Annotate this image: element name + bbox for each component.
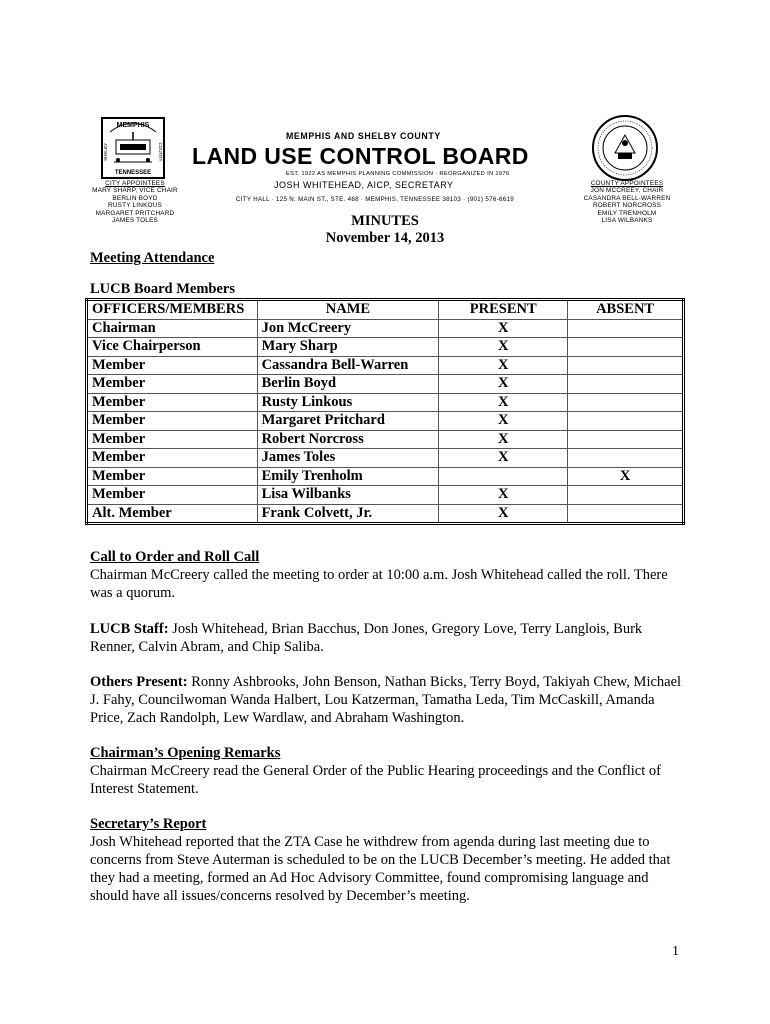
absent-cell (568, 449, 684, 468)
absent-cell: X (568, 467, 684, 486)
table-row (87, 412, 684, 431)
present-cell: X (439, 319, 568, 338)
table-header-row (87, 300, 684, 320)
table-row (87, 375, 684, 394)
present-cell: X (439, 412, 568, 431)
role-cell: Member (87, 375, 258, 394)
table-row (87, 319, 684, 338)
name-cell: Jon McCreery (257, 319, 439, 338)
present-cell: X (439, 504, 568, 524)
name-cell: Emily Trenholm (257, 467, 439, 486)
city-seal-top-text: MEMPHIS (116, 122, 150, 129)
county-appointee: LISA WILBANKS (601, 217, 653, 225)
city-seal-left-text: SHELBY (103, 143, 108, 161)
table-row (87, 430, 684, 449)
attendance-table (85, 298, 685, 525)
attendance-heading (90, 249, 690, 267)
present-cell: X (439, 449, 568, 468)
county-seal-icon (590, 113, 660, 183)
present-cell: X (439, 486, 568, 505)
city-appointee: BERLIN BOYD (112, 194, 158, 202)
present-cell: X (439, 393, 568, 412)
absent-cell (568, 338, 684, 357)
column-header: OFFICERS/MEMBERS (87, 300, 258, 320)
absent-cell (568, 393, 684, 412)
minutes-date: November 14, 2013 (325, 230, 445, 246)
call-to-order-text: Chairman McCreery called the meeting to order at 10:00 a.m. Josh Whitehead called the roll. There was a quorum. (90, 567, 668, 601)
county-appointee: CASANDRA BELL-WARREN (583, 194, 671, 202)
role-cell: Member (87, 356, 258, 375)
county-appointees-heading: COUNTY APPOINTEES (590, 180, 664, 187)
absent-cell (568, 430, 684, 449)
letterhead-address: CITY HALL · 125 N. MAIN ST., STE. 468 · MEMPHIS, TENNESSEE 38103 · (901) 576-6619 (236, 196, 514, 203)
county-appointee: ROBERT NORCROSS (592, 202, 662, 210)
present-cell: X (439, 430, 568, 449)
opening-remarks-text: Chairman McCreery read the General Order of the Public Hearing proceedings and the Conflict of Interest Statement. (90, 763, 661, 797)
minutes-title: MINUTES (351, 213, 419, 229)
present-cell: X (439, 338, 568, 357)
city-appointee: JAMES TOLES (111, 217, 158, 225)
name-cell: Mary Sharp (257, 338, 439, 357)
city-seal-icon (98, 112, 168, 182)
absent-cell (568, 319, 684, 338)
table-row (87, 338, 684, 357)
name-cell: Rusty Linkous (257, 393, 439, 412)
column-header: NAME (257, 300, 439, 320)
page-number: 1 (672, 944, 679, 959)
name-cell: James Toles (257, 449, 439, 468)
name-cell: Cassandra Bell-Warren (257, 356, 439, 375)
present-cell: X (439, 356, 568, 375)
role-cell: Vice Chairperson (87, 338, 258, 357)
minutes-heading (0, 213, 770, 247)
letterhead-title: LAND USE CONTROL BOARD (192, 143, 529, 169)
secretary-report-heading: Secretary’s Report (90, 816, 207, 832)
city-appointee: MARGARET PRITCHARD (95, 209, 175, 217)
others-present-text: Ronny Ashbrooks, John Benson, Nathan Bicks, Terry Boyd, Takiyah Chew, Michael J. Fahy, Councilwoman Wanda Halbert, Lou Katzerman, Tamatha Leda, Tim McCaskill, Amanda Price, Zach Randolph, Lew Wardlaw, and Abraham Washington. (90, 674, 682, 726)
role-cell: Member (87, 486, 258, 505)
absent-cell (568, 412, 684, 431)
absent-cell (568, 504, 684, 524)
letterhead-established: EST. 1922 AS MEMPHIS PLANNING COMMISSION · REORGANIZED IN 1976 (286, 171, 510, 177)
opening-remarks-section (90, 744, 690, 798)
secretary-report-text: Josh Whitehead reported that the ZTA Case he withdrew from agenda during last meeting due to concerns from Steve Auterman is scheduled to be on the LUCB December’s meeting. He added that they had a meeting, formed an Ad Hoc Advisory Committee, found compromising language and should have all issues/concerns resolved by December’s meeting. (90, 834, 671, 904)
secretary-report-section (90, 815, 690, 905)
county-appointee: JON MCCREEY, CHAIR (590, 187, 664, 195)
role-cell: Member (87, 467, 258, 486)
absent-cell (568, 356, 684, 375)
column-header: ABSENT (568, 300, 684, 320)
role-cell: Member (87, 412, 258, 431)
city-appointee: RUSTY LINKOUS (108, 202, 162, 210)
name-cell: Berlin Boyd (257, 375, 439, 394)
role-cell: Chairman (87, 319, 258, 338)
letterhead-secretary: JOSH WHITEHEAD, AICP, SECRETARY (274, 180, 454, 190)
call-to-order-heading: Call to Order and Roll Call (90, 549, 260, 565)
table-row (87, 486, 684, 505)
name-cell: Lisa Wilbanks (257, 486, 439, 505)
city-seal-bottom-text: TENNESSEE (114, 170, 152, 176)
name-cell: Robert Norcross (257, 430, 439, 449)
city-seal-right-text: COUNTY (158, 142, 163, 162)
attendance-heading-text: Meeting Attendance (90, 250, 215, 266)
role-cell: Member (87, 449, 258, 468)
county-appointee: EMILY TRENHOLM (597, 209, 657, 217)
call-to-order-section (90, 548, 690, 602)
role-cell: Member (87, 393, 258, 412)
letterhead-subtitle: MEMPHIS AND SHELBY COUNTY (286, 131, 441, 141)
table-row (87, 393, 684, 412)
absent-cell (568, 375, 684, 394)
board-members-heading: LUCB Board Members (90, 281, 235, 297)
city-appointees-heading: CITY APPOINTEES (105, 180, 165, 187)
name-cell: Margaret Pritchard (257, 412, 439, 431)
table-row (87, 504, 684, 524)
staff-text: Josh Whitehead, Brian Bacchus, Don Jones, Gregory Love, Terry Langlois, Burk Renner, Calvin Abram, and Chip Saliba. (90, 621, 643, 655)
staff-label: LUCB Staff: (90, 621, 169, 637)
opening-remarks-heading: Chairman’s Opening Remarks (90, 745, 281, 761)
city-appointee: MARY SHARP, VICE CHAIR (92, 187, 178, 195)
column-header: PRESENT (439, 300, 568, 320)
others-present-section (90, 673, 690, 727)
staff-section (90, 620, 690, 656)
table-row (87, 449, 684, 468)
name-cell: Frank Colvett, Jr. (257, 504, 439, 524)
role-cell: Member (87, 430, 258, 449)
role-cell: Alt. Member (87, 504, 258, 524)
table-row (87, 467, 684, 486)
present-cell (439, 467, 568, 486)
absent-cell (568, 486, 684, 505)
table-row (87, 356, 684, 375)
others-present-label: Others Present: (90, 674, 188, 690)
present-cell: X (439, 375, 568, 394)
